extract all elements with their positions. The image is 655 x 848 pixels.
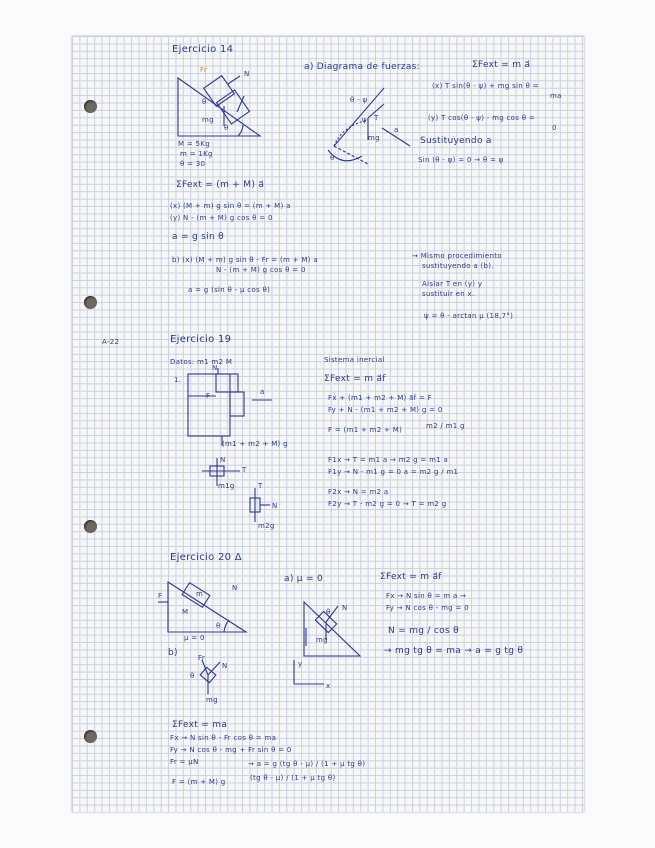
given-angle: θ = 30 bbox=[180, 160, 206, 168]
note-same-procedure: → Mismo procedimiento bbox=[412, 252, 502, 260]
diagram-accel: a bbox=[394, 126, 399, 134]
note-isolate: Aislar T en (y) y bbox=[422, 280, 483, 288]
ex20-fx: Fx → N sin θ = m a → bbox=[386, 592, 467, 600]
diag-b-theta: θ bbox=[190, 672, 195, 680]
sum-forces-header: ΣFext = m a⃗ bbox=[472, 60, 531, 70]
fbd1-normal: N bbox=[220, 456, 226, 464]
part-b-acceleration: a = g (sin θ - μ cos θ) bbox=[188, 286, 271, 294]
ex20-result: → mg tg θ = ma → a = g tg θ bbox=[384, 646, 524, 656]
diag-b-normal: N bbox=[222, 662, 228, 670]
block-normal: N bbox=[212, 364, 218, 372]
inertial-system: Sistema inercial bbox=[324, 356, 385, 364]
diagram-tension: T bbox=[374, 114, 379, 122]
note-substitute-x: sustituir en x. bbox=[422, 290, 475, 298]
diagram-psi: ψ bbox=[362, 116, 367, 124]
substitute-result: Sin (θ - ψ) = 0 → θ = ψ bbox=[418, 156, 504, 164]
margin-note: A-22 bbox=[102, 338, 120, 346]
part-b-fy: Fy → N cos θ - mg + Fr sin θ = 0 bbox=[170, 746, 292, 754]
diagram-weight: mg bbox=[368, 134, 380, 142]
fig20-mass-M: M bbox=[182, 608, 189, 616]
fx-equation: Fx + (m1 + m2 + M) a⃗f = F bbox=[328, 394, 432, 402]
exercise-20-title: Ejercicio 20 Δ bbox=[170, 552, 242, 563]
part-a-mu: a) μ = 0 bbox=[284, 574, 324, 584]
part-b-acceleration: → a = g (tg θ - μ) / (1 + μ tg θ) bbox=[248, 760, 366, 768]
acceleration-label: a bbox=[260, 388, 265, 396]
theta-label-2: θ bbox=[224, 124, 229, 132]
theta-label: θ bbox=[202, 98, 207, 106]
exercise-19-title: Ejercicio 19 bbox=[170, 334, 232, 345]
part-b-force-fraction: (tg θ - μ) / (1 + μ tg θ) bbox=[250, 774, 336, 782]
part-b-friction: Fr = μN bbox=[170, 758, 199, 766]
fbd2-tension: T bbox=[258, 482, 263, 490]
total-weight: (m1 + m2 + M) g bbox=[222, 440, 288, 448]
notebook-page bbox=[72, 36, 584, 812]
diag-a-weight: mg bbox=[316, 636, 328, 644]
fig20-mu: μ = 0 bbox=[184, 634, 205, 642]
part-b: b) bbox=[168, 648, 178, 658]
fig20-mass-m: m bbox=[196, 590, 204, 598]
diag-b-friction: Fr bbox=[198, 654, 205, 662]
fbd1-tension: T bbox=[242, 466, 247, 474]
angle-result: ψ = θ - arctan μ (18,7°) bbox=[424, 312, 514, 320]
equation-y-rhs: 0 bbox=[552, 124, 557, 132]
part-b-fx: Fx → N sin θ - Fr cos θ = ma bbox=[170, 734, 277, 742]
part-b-sum: ΣFext = ma bbox=[172, 720, 228, 730]
part-b-eq-y: N - (m + M) g cos θ = 0 bbox=[216, 266, 306, 274]
fbd2-normal: N bbox=[272, 502, 278, 510]
diagram-theta-psi: θ - ψ bbox=[350, 96, 368, 104]
exercise-14-title: Ejercicio 14 bbox=[172, 44, 234, 55]
friction-label: Fr bbox=[200, 66, 207, 74]
part-b-force: F = (m + M) g bbox=[172, 778, 226, 786]
axis-y: y bbox=[298, 660, 303, 668]
given-mass-M: M = 5Kg bbox=[178, 140, 210, 148]
fig20-force: F bbox=[158, 592, 163, 600]
diag-a-normal: N bbox=[342, 604, 348, 612]
fig20-normal: N bbox=[232, 584, 238, 592]
block1-fx: F1x → T = m1 a → m2 g = m1 a bbox=[328, 456, 449, 464]
equation-x: (x) T sin(θ - ψ) + mg sin θ = bbox=[432, 82, 539, 90]
sum-forces-19: ΣFext = m a⃗f bbox=[324, 374, 386, 384]
given-mass-m: m = 1Kg bbox=[180, 150, 213, 158]
note-substitute: sustituyendo a (b). bbox=[422, 262, 494, 270]
force-result: F = (m1 + m2 + M) bbox=[328, 426, 403, 434]
part-b-eq-x: b) (x) (M + m) g sin θ - Fr = (m + M) a bbox=[172, 256, 318, 264]
diagram-theta: θ bbox=[330, 154, 335, 162]
fy-equation: Fy + N - (m1 + m2 + M) g = 0 bbox=[328, 406, 443, 414]
force-diagram-title: a) Diagrama de fuerzas: bbox=[304, 62, 420, 72]
ex20-normal: N = mg / cos θ bbox=[388, 626, 459, 636]
item-number: 1. bbox=[174, 376, 182, 384]
fbd2-weight: m2g bbox=[258, 522, 275, 530]
substitute-text: Sustituyendo a bbox=[420, 136, 492, 146]
weight-label: mg bbox=[202, 116, 214, 124]
diag-a-theta: θ bbox=[326, 608, 331, 616]
ex20-fy: Fy → N cos θ - mg = 0 bbox=[386, 604, 469, 612]
equation-x-rhs: ma bbox=[550, 92, 562, 100]
system-eq-y: (y) N - (m + M) g cos θ = 0 bbox=[170, 214, 273, 222]
block2-fy: F2y → T - m2 g = 0 → T = m2 g bbox=[328, 500, 447, 508]
normal-label: N bbox=[244, 70, 250, 78]
sum-forces-system: ΣFext = (m + M) a⃗ bbox=[176, 180, 265, 190]
fig20-theta: θ bbox=[216, 622, 221, 630]
data-list: Datos: m1 m2 M bbox=[170, 358, 233, 366]
acceleration-result: a = g sin θ bbox=[172, 232, 224, 242]
system-eq-x: (x) (M + m) g sin θ = (m + M) a bbox=[170, 202, 291, 210]
equation-y: (y) T cos(θ - ψ) - mg cos θ = bbox=[428, 114, 535, 122]
applied-force: F bbox=[206, 392, 211, 400]
sum-forces-20: ΣFext = m a⃗f bbox=[380, 572, 442, 582]
fbd1-weight: m1g bbox=[218, 482, 235, 490]
block1-fy: F1y → N - m1 g = 0 a = m2 g / m1 bbox=[328, 468, 459, 476]
block2-fx: F2x → N = m2 a bbox=[328, 488, 389, 496]
force-fraction: m2 / m1 g bbox=[426, 422, 465, 430]
hand-drawn-diagrams bbox=[72, 36, 584, 812]
diag-b-weight: mg bbox=[206, 696, 218, 704]
axis-x: x bbox=[326, 682, 331, 690]
